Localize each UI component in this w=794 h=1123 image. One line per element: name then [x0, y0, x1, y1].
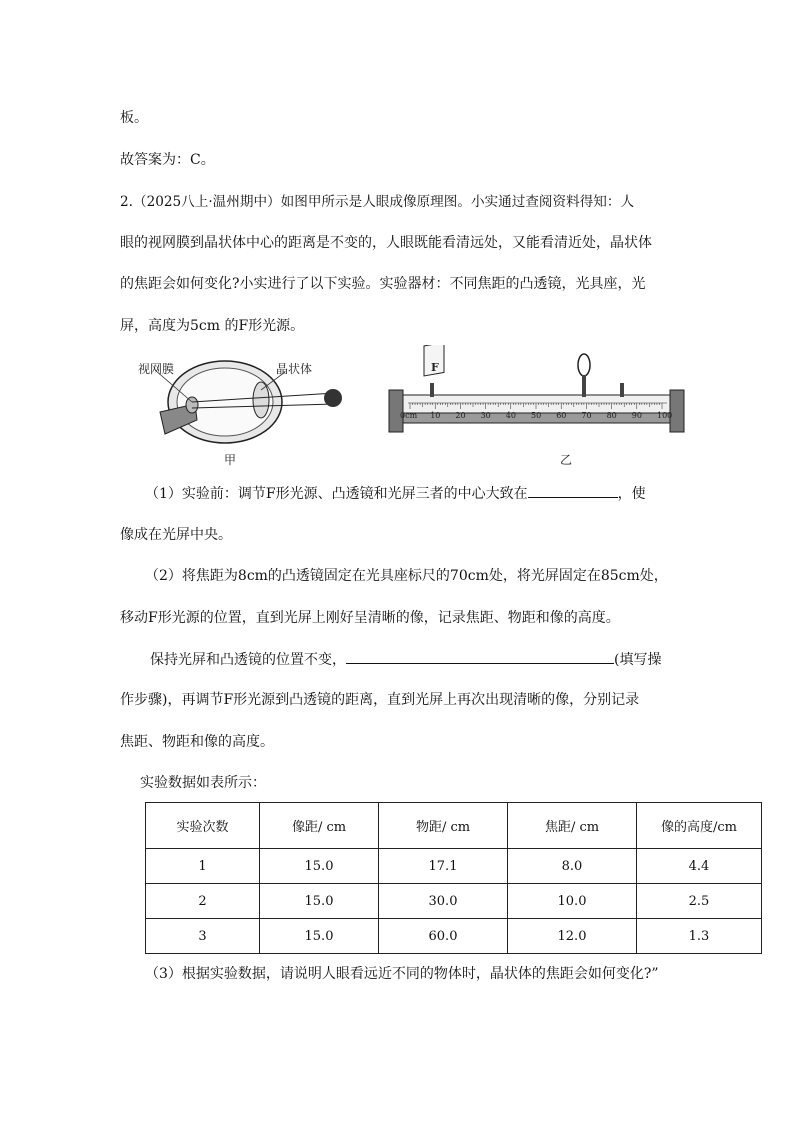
ruler-label: 0cm: [400, 411, 418, 420]
ruler-label: 100: [657, 411, 673, 420]
data-table: [145, 802, 762, 954]
table-header-row: [146, 803, 762, 849]
question-2-text: 作步骤)，再调节F形光源到凸透镜的距离，直到光屏上再次出现清晰的像，分别记录: [120, 692, 640, 708]
cell: 4.4: [637, 849, 762, 884]
question-1-text: 像成在光屏中央。: [120, 527, 232, 543]
question-1: [145, 483, 646, 504]
table-row: [146, 919, 762, 954]
cell: 2: [146, 884, 260, 919]
question-2-text: 移动F形光源的位置，直到光屏上刚好呈清晰的像，记录焦距、物距和像的高度。: [120, 610, 620, 626]
answer-blank-2[interactable]: [346, 649, 614, 664]
header-object-distance: 物距/ cm: [379, 803, 508, 849]
question-stem: 屏，高度为5cm 的F形光源。: [120, 318, 305, 334]
cell: 17.1: [379, 849, 508, 884]
ruler-label: 10: [430, 411, 441, 420]
cell: 15.0: [260, 919, 379, 954]
ruler-label: 60: [556, 411, 567, 420]
ruler-label: 20: [455, 411, 466, 420]
optical-bench-diagram: [384, 345, 689, 437]
question-3: （3）根据实验数据，请说明人眼看远近不同的物体时，晶状体的焦距会如何变化?”: [145, 966, 659, 982]
table-row: [146, 849, 762, 884]
caption-b: 乙: [560, 453, 573, 467]
ruler-label: 90: [631, 411, 642, 420]
cell: 1.3: [637, 919, 762, 954]
ruler-label: 30: [480, 411, 491, 420]
header-image-distance: 像距/ cm: [260, 803, 379, 849]
retina-label: 视网膜: [138, 362, 175, 376]
table-intro: 实验数据如表所示：: [140, 775, 266, 791]
ruler-label: 70: [581, 411, 592, 420]
cell: 3: [146, 919, 260, 954]
header-image-height: 像的高度/cm: [637, 803, 762, 849]
question-2-text: 焦距、物距和像的高度。: [120, 734, 274, 750]
question-1-text: （1）实验前：调节F形光源、凸透镜和光屏三者的中心大致在: [145, 486, 528, 502]
ruler-label: 40: [505, 411, 516, 420]
question-stem: 眼的视网膜到晶状体中心的距离是不变的，人眼既能看清远处，又能看清近处，晶状体: [120, 235, 652, 251]
lens-label: 晶状体: [276, 362, 313, 376]
cell: 60.0: [379, 919, 508, 954]
cell: 15.0: [260, 849, 379, 884]
cell: 8.0: [508, 849, 637, 884]
header-focal-length: 焦距/ cm: [508, 803, 637, 849]
question-2-text: 保持光屏和凸透镜的位置不变，: [150, 652, 346, 668]
caption-a: 甲: [224, 453, 237, 467]
ruler-label: 80: [606, 411, 617, 420]
question-stem: 2.（2025八上·温州期中）如图甲所示是人眼成像原理图。小实通过查阅资料得知：人: [120, 194, 635, 210]
text-line: 板。: [120, 110, 148, 126]
question-2-text: (填写操: [614, 652, 662, 668]
ruler-label: 50: [531, 411, 542, 420]
cell: 12.0: [508, 919, 637, 954]
f-source-letter: F: [431, 361, 439, 374]
cell: 1: [146, 849, 260, 884]
question-1-text: ，使: [617, 486, 646, 502]
cell: 15.0: [260, 884, 379, 919]
question-2: [150, 649, 661, 670]
cell: 2.5: [637, 884, 762, 919]
answer-line: 故答案为：C。: [120, 152, 215, 168]
cell: 30.0: [379, 884, 508, 919]
table-row: [146, 884, 762, 919]
header-trial: 实验次数: [146, 803, 260, 849]
cell: 10.0: [508, 884, 637, 919]
question-2-text: （2）将焦距为8cm的凸透镜固定在光具座标尺的70cm处，将光屏固定在85cm处，: [145, 568, 668, 584]
question-stem: 的焦距会如何变化?小实进行了以下实验。实验器材：不同焦距的凸透镜，光具座，光: [120, 276, 646, 292]
answer-blank-1[interactable]: [528, 483, 618, 498]
